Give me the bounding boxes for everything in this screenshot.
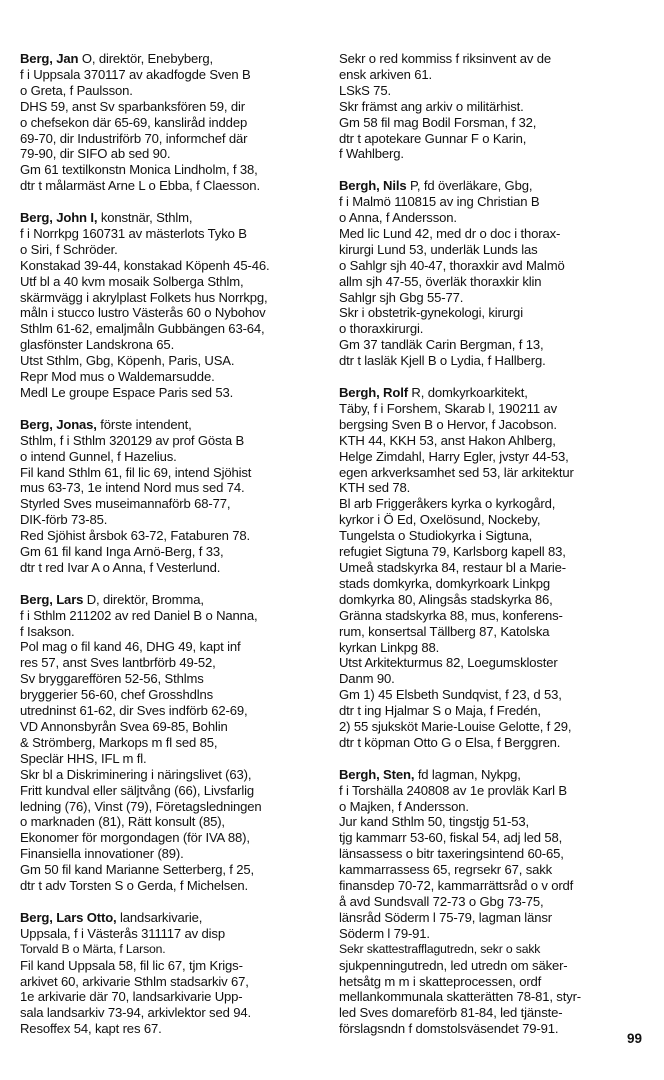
entry-line [339,385,649,401]
entry-line: o Greta, f Paulsson. [20,82,133,98]
entry-line: Skr bl a Diskriminering i näringslivet (63), [20,766,252,782]
entry-line: f Wahlberg. [339,146,404,162]
entry-line: Finansiella innovationer (89). [20,846,184,862]
entry-line: KTH sed 78. [339,480,411,496]
entry-line: f i Malmö 110815 av ing Christian B [339,194,540,210]
entry-name: Bergh, Rolf [339,385,408,400]
entry-line: res 57, anst Sves lantbrförb 49-52, [20,655,216,671]
entry-line: Skr i obstetrik-gynekologi, kirurgi [339,305,523,321]
entry-line: ledning (76), Vinst (79), Företagsledningen [20,798,262,814]
entry-line: Konstakad 39-44, konstakad Köpenh 45-46. [20,257,270,273]
entry-line: o marknaden (81), Rätt konsult (85), [20,814,225,830]
entry-line: Sekr o red kommiss f riksinvent av de [339,51,552,66]
page-number: 99 [626,1031,642,1046]
entry-line: f i Norrkpg 160731 av mästerlots Tyko B [20,225,247,241]
entry-line: Red Sjöhist årsbok 63-72, Fataburen 78. [20,528,250,544]
entry-line [20,210,330,226]
entry-line: Söderm l 79-91. [339,925,430,941]
entry-line: skärmvägg i akrylplast Folkets hus Norrkpg, [20,289,268,305]
entry-line: Utst Arkitekturmus 82, Loegumskloster [339,655,558,671]
entry-line [20,592,330,608]
entry-berg-lars-otto-continued [339,51,649,162]
entry-line: Gm 1) 45 Elsbeth Sundqvist, f 23, d 53, [339,687,562,703]
entry-line: Gm 58 fil mag Bodil Forsman, f 32, [339,114,537,130]
entry-berg-jan [20,51,330,194]
entry-line: Styrled Sves museimannaförb 68-77, [20,496,231,512]
entry-line: Ekonomer för morgondagen (för IVA 88), [20,830,250,846]
entry-line: Fil kand Uppsala 58, fil lic 67, tjm Krigs- [20,957,243,973]
entry-line [20,417,330,433]
entry-line: led Sves domareförb 81-84, led tjänste- [339,1005,563,1021]
entry-line: Sahlgr sjh Gbg 55-77. [339,289,464,305]
entry-name: Bergh, Nils [339,178,407,194]
entry-line: länsassess o bitr taxeringsintend 60-65, [339,846,564,862]
entry-line: 69-70, dir Industriförb 70, informchef där [20,130,248,146]
entry-line: Jur kand Sthlm 50, tingstjg 51-53, [339,814,529,830]
entry-name: Berg, John I, [20,210,98,226]
right-column [339,51,649,1053]
entry-line: kirurgi Lund 53, underläk Lunds las [339,241,538,257]
entry-line: dtr t ing Hjalmar S o Maja, f Fredén, [339,703,541,719]
entry-text: P, fd överläkare, Gbg, [406,178,533,194]
entry-line: rum, konsertsal Tällberg 87, Katolska [339,623,550,639]
entry-line: Utst Sthlm, Gbg, Köpenh, Paris, USA. [20,353,235,369]
entry-line: arkivet 60, arkivarie Sthlm stadsarkiv 67, [20,973,249,989]
entry-line: o Anna, f Andersson. [339,210,457,226]
entry-line: Sthlm 61-62, emaljmåln Gubbängen 63-64, [20,321,265,337]
entry-bergh-rolf [339,385,649,751]
entry-line: o Majken, f Andersson. [339,798,469,814]
entry-line: ensk arkiven 61. [339,66,432,82]
entry-line: egen arkverksamhet sed 53, lär arkitektur [339,464,574,480]
entry-line: Helge Zimdahl, Harry Egler, jvstyr 44-53, [339,448,569,464]
entry-line: länsråd Söderm l 75-79, lagman länsr [339,909,552,925]
entry-line: f i Torshälla 240808 av 1e provläk Karl B [339,782,567,798]
entry-line: & Strömberg, Markops m fl sed 85, [20,734,218,750]
entry-text: D, direktör, Bromma, [83,591,204,607]
entry-line: Skr främst ang arkiv o militärhist. [339,98,524,114]
entry-line: o chefsekon där 65-69, kansliråd inddep [20,114,248,130]
entry-line: sala landsarkiv 73-94, arkivlektor sed 94. [20,1005,251,1021]
entry-line: 2) 55 sjuksköt Marie-Louise Gelotte, f 29, [339,719,572,735]
entry-line: Medl Le groupe Espace Paris sed 53. [20,385,234,401]
entry-line [339,178,649,194]
entry-line: f i Uppsala 370117 av akadfogde Sven B [20,66,251,82]
entry-line: Torvald B o Märta, f Larson. [20,941,166,956]
entry-line: Tungelsta o Studiokyrka i Sigtuna, [339,528,533,544]
entry-line [339,767,649,783]
entry-text: O, direktör, Enebyberg, [78,51,214,66]
entry-line: dtr t adv Torsten S o Gerda, f Michelsen. [20,878,248,894]
entry-text: konstnär, Sthlm, [97,210,193,226]
entry-line: finansdep 70-72, kammarrättsråd o v ordf [339,878,574,894]
entry-text: landsarkivarie, [116,909,203,925]
entry-line: kammarrassess 65, regrsekr 67, sakk [339,862,553,878]
entry-line: sjukpenningutredn, led utredn om säker- [339,957,568,973]
entry-line: Gm 61 fil kand Inga Arnö-Berg, f 33, [20,544,224,560]
entry-line: f Isakson. [20,623,75,639]
entry-line [20,910,330,926]
entry-line: Sv bryggareffören 52-56, Sthlms [20,671,204,687]
entry-berg-jonas [20,417,330,576]
entry-line [20,51,330,67]
entry-line: Utf bl a 40 kvm mosaik Solberga Sthlm, [20,273,244,289]
entry-name: Bergh, Sten, [339,766,415,782]
entry-line: Danm 90. [339,671,395,687]
entry-name: Berg, Jonas, [20,416,97,432]
left-column [20,51,330,1053]
entry-line: Gm 50 fil kand Marianne Setterberg, f 25, [20,862,255,878]
entry-line: förslagsndn f domstolsväsendet 79-91. [339,1021,559,1037]
entry-line: å avd Sundsvall 72-73 o Gbg 73-75, [339,893,544,909]
entry-line: kyrkor i Ö Ed, Oxelösund, Nockeby, [339,512,541,528]
entry-line: Pol mag o fil kand 46, DHG 49, kapt inf [20,639,241,655]
entry-line: dtr t red Ivar A o Anna, f Vesterlund. [20,559,221,575]
entry-line: f i Sthlm 211202 av red Daniel B o Nanna, [20,607,258,623]
entry-line: VD Annonsbyrån Svea 69-85, Bohlin [20,719,228,735]
entry-line: mus 63-73, 1e intend Nord mus sed 74. [20,480,245,496]
entry-line: 79-90, dir SIFO ab sed 90. [20,146,171,162]
entry-line: refugiet Sigtuna 79, Karlsborg kapell 83, [339,544,566,560]
entry-line: DIK-förb 73-85. [20,512,108,528]
entry-line: dtr t lasläk Kjell B o Lydia, f Hallberg. [339,353,546,369]
entry-line: Resoffex 54, kapt res 67. [20,1021,162,1037]
entry-line: dtr t målarmäst Arne L o Ebba, f Claesson. [20,178,260,194]
entry-line: domkyrka 80, Alingsås stadskyrka 86, [339,591,553,607]
entry-line: kyrkan Linkpg 88. [339,639,440,655]
entry-line: glasfönster Landskrona 65. [20,337,175,353]
entry-line: Speclär HHS, IFL m fl. [20,750,147,766]
entry-line: Gm 61 textilkonstn Monica Lindholm, f 38, [20,162,258,178]
entry-line: o intend Gunnel, f Hazelius. [20,448,177,464]
entry-line: o thoraxkirurgi. [339,321,424,337]
entry-berg-lars-otto [20,910,330,1037]
entry-line: Uppsala, f i Västerås 311117 av disp [20,925,225,941]
entry-text: R, domkyrkoarkitekt, [407,385,528,400]
entry-name: Berg, Jan [20,51,79,66]
entry-line: 1e arkivarie där 70, landsarkivarie Upp- [20,989,243,1005]
entry-line: Sthlm, f i Sthlm 320129 av prof Gösta B [20,432,245,448]
entry-line: o Sahlgr sjh 40-47, thoraxkir avd Malmö [339,257,565,273]
entry-name: Berg, Lars Otto, [20,909,117,925]
entry-line: Fritt kundval eller säljtvång (66), Livsfarlig [20,782,254,798]
entry-line: Gm 37 tandläk Carin Bergman, f 13, [339,337,544,353]
entry-line: hetsåtg m m i skatteprocessen, ordf [339,973,542,989]
entry-line: Repr Mod mus o Waldemarsudde. [20,369,215,385]
entry-line: KTH 44, KKH 53, anst Hakon Ahlberg, [339,432,556,448]
entry-line: Bl arb Friggeråkers kyrka o kyrkogård, [339,496,556,512]
entry-line: Sekr skattestrafflagutredn, sekr o sakk [339,941,541,956]
entry-berg-john [20,210,330,401]
entry-line: Täby, f i Forshem, Skarab l, 190211 av [339,400,557,416]
entry-line: måln i stucco lustro Västerås 60 o Nybohov [20,305,266,321]
entry-line: DHS 59, anst Sv sparbanksfören 59, dir [20,98,246,114]
entry-line: bergsing Sven B o Hervor, f Jacobson. [339,416,557,432]
entry-name: Berg, Lars [20,591,84,607]
entry-line: dtr t köpman Otto G o Elsa, f Berggren. [339,734,561,750]
entry-line: dtr t apotekare Gunnar F o Karin, [339,130,527,146]
entry-line: Gränna stadskyrka 88, mus, konferens- [339,607,563,623]
entry-line: Med lic Lund 42, med dr o doc i thorax- [339,225,561,241]
entry-line: tjg kammarr 53-60, fiskal 54, adj led 58, [339,830,563,846]
entry-line: o Siri, f Schröder. [20,241,118,257]
entry-line: mellankommunala skatterätten 78-81, styr- [339,989,582,1005]
entry-text: fd lagman, Nykpg, [414,766,521,782]
entry-bergh-nils [339,178,649,369]
entry-berg-lars [20,592,330,894]
entry-line: bryggerier 56-60, chef Grosshdlns [20,687,214,703]
entry-text: förste intendent, [96,416,192,432]
entry-line: Fil kand Sthlm 61, fil lic 69, intend Sjöhist [20,464,252,480]
entry-line: Umeå stadskyrka 84, restaur bl a Marie- [339,559,567,575]
entry-line: stads domkyrka, domkyrkoark Linkpg [339,575,551,591]
entry-bergh-sten [339,767,649,1037]
entry-line: utredninst 61-62, dir Sves indförb 62-69, [20,703,248,719]
entry-line: LSkS 75. [339,82,391,98]
entry-line: allm sjh 47-55, överläk thoraxkir klin [339,273,542,289]
